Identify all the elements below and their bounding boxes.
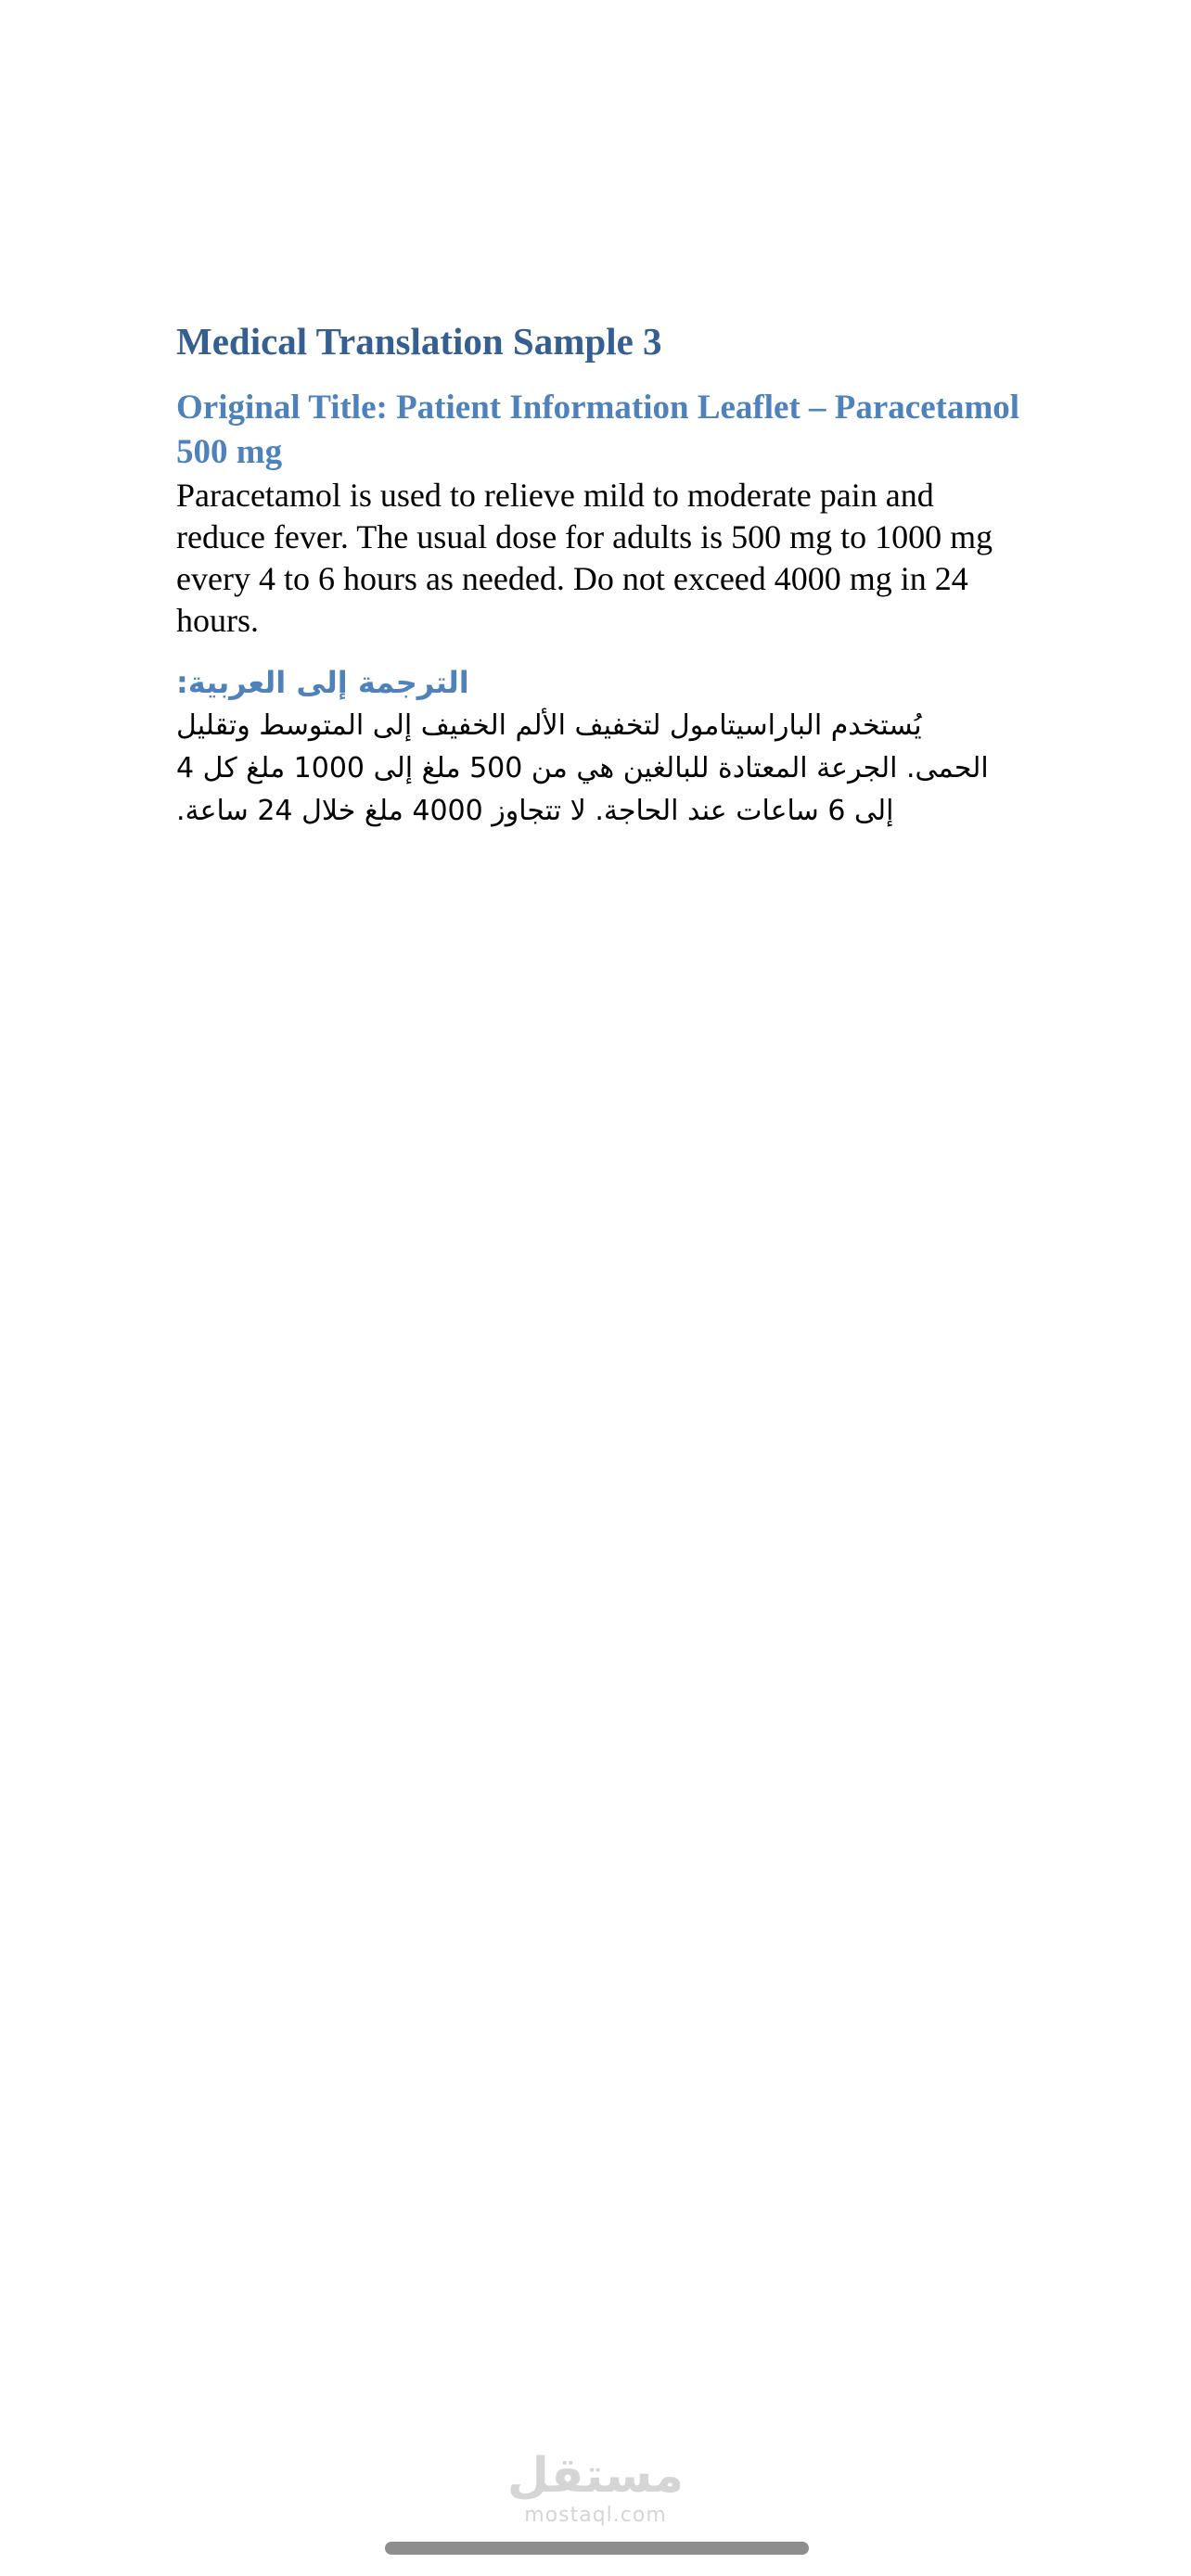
original-body-text: Paracetamol is used to relieve mild to moderate pain and reduce fever. The usual dose for adults is 500 mg to 1000 mg every 4 to 6 hours as needed. Do not exceed 4000 mg in 24 hours. [176,477,993,639]
arabic-translation-heading: الترجمة إلى العربية: [176,665,469,700]
watermark-latin-text: mostaql.com [524,2504,667,2527]
home-indicator-bar[interactable] [385,2542,809,2555]
document-title: Medical Translation Sample 3 [176,320,662,363]
document-page [176,313,1030,833]
original-title-heading: Original Title: Patient Information Leaflet – Paracetamol 500 mg [176,389,1020,471]
watermark-arabic-text: مستقل [506,2448,685,2504]
mostaql-watermark-logo [0,2448,1191,2528]
arabic-body-text: يُستخدم الباراسيتامول لتخفيف الألم الخفيف إلى المتوسط وتقليل الحمى. الجرعة المعتادة للبالغين هي من 500 ملغ إلى 1000 ملغ كل 4 إلى 6 ساعات عند الحاجة. لا تتجاوز 4000 ملغ خلال 24 ساعة. [176,709,989,827]
